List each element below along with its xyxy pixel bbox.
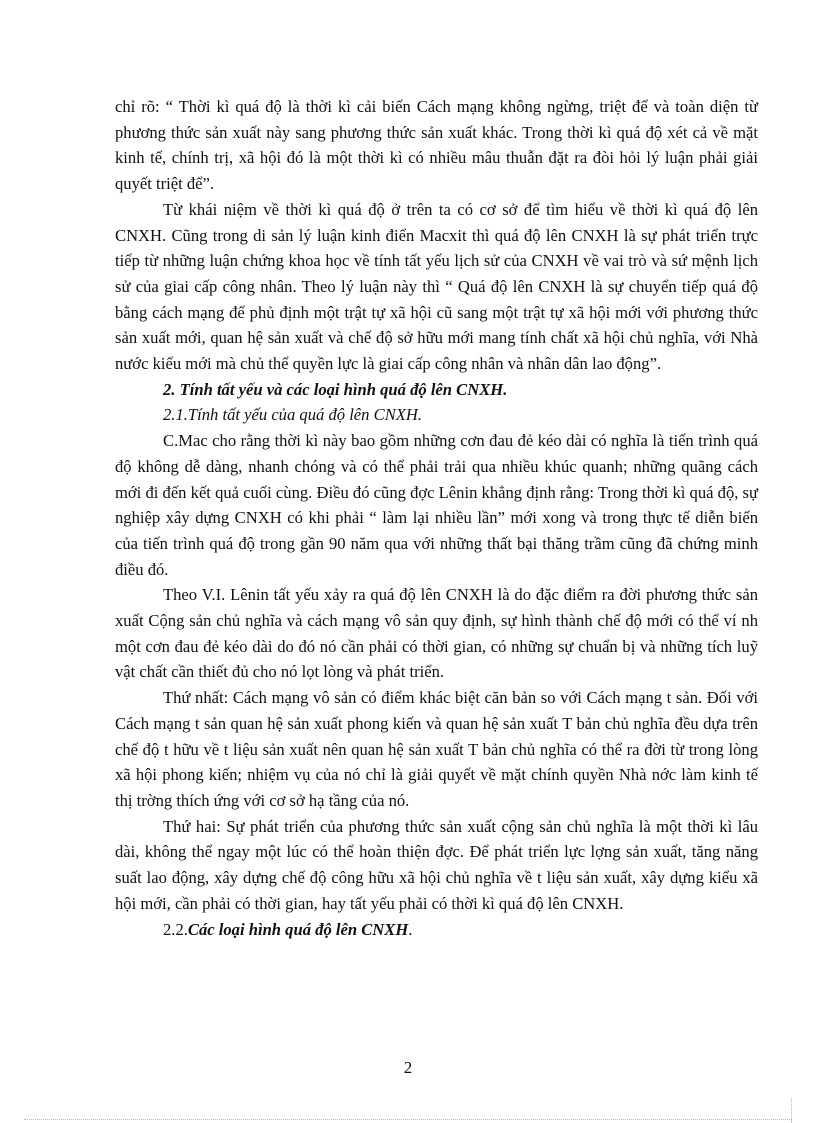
paragraph-second-reason: Thứ hai: Sự phát triển của phương thức sản xuất cộng sản chủ nghĩa là một thời kì lâu dài, không thể ngay một lúc có thể hoàn thiện đợc. Để phát triển lực lợng sản xuất, tăng năng suất lao động, xây dựng chế độ công hữu xã hội chủ nghĩa về t liệu sản xuất, xây dựng kiểu xã hội mới, cần phải có thời gian, hay tất yếu phải có thời kì quá độ lên CNXH. (115, 816, 758, 913)
paragraph-lenin-view: Theo V.I. Lênin tất yếu xảy ra quá độ lên CNXH là do đặc điểm ra đời phương thức sản xuất Cộng sản chủ nghĩa và cách mạng vô sản quy định, sự hình thành chế độ mới có thể ví nh một cơn đau đẻ kéo dài do đó nó cần phải có thời gian, có những sự chuẩn bị và những tích luỹ vật chất cần thiết đủ cho nó lọt lòng và phát triển. (115, 585, 758, 682)
page-bottom-border (24, 1119, 792, 1120)
subsection-heading-2-1: 2.1.Tính tất yếu của quá độ lên CNXH. (163, 405, 423, 425)
subsection-title: Các loại hình quá độ lên CNXH (187, 919, 409, 939)
document-body (115, 94, 758, 942)
section-heading-2: 2. Tính tất yếu và các loại hình quá độ lên CNXH. (163, 379, 508, 399)
page-number: 2 (403, 1058, 413, 1077)
paragraph-intro-quote: chỉ rõ: “ Thời kì quá độ là thời kì cải biến Cách mạng không ngừng, triệt để và toàn diện từ phương thức sản xuất này sang phương thức sản xuất khác. Trong thời kì quá độ xét cả về mặt kinh tế, chính trị, xã hội đó là một thời kì có nhiều mâu thuẫn đặt ra đòi hỏi lý luận phải giải quyết triệt để”. (115, 97, 758, 194)
paragraph-first-reason: Thứ nhất: Cách mạng vô sản có điểm khác biệt căn bản so với Cách mạng t sản. Đối với Cách mạng t sản quan hệ sản xuất phong kiến và quan hệ sản xuất T bản chủ nghĩa đều dựa trên chế độ t hữu về t liệu sản xuất nên quan hệ sản xuất T bản chủ nghĩa có thể ra đời từ trong lòng xã hội phong kiến; nhiệm vụ của nó chỉ là giải quyết về mặt chính quyền Nhà nớc làm kinh tế thị trờng thích ứng với cơ sở hạ tầng của nó. (115, 688, 758, 810)
subsection-period: . (408, 919, 413, 939)
subsection-heading-2-2 (115, 917, 758, 943)
page-side-border (791, 1098, 792, 1123)
paragraph-marx-view: C.Mac cho rằng thời kì này bao gồm những cơn đau đẻ kéo dài có nghĩa là tiến trình quá độ không dễ dàng, nhanh chóng và có thể phải trải qua nhiều khúc quanh; những quãng cách mới đi đến kết quả cuối cùng. Điều đó cũng đợc Lênin khẳng định rằng: Trong thời kì quá độ, sự nghiệp xây dựng CNXH có khi phải “ làm lại nhiều lần” mới xong và trong thực tế diễn biến của tiến trình quá độ trong gần 90 năm qua với những thất bại thăng trầm cũng đã chứng minh điều đó. (115, 431, 758, 579)
paragraph-transition-concept: Từ khái niệm về thời kì quá độ ở trên ta có cơ sở để tìm hiểu về thời kì quá độ lên CNXH. Cũng trong di sản lý luận kinh điển Macxit thì quá độ lên CNXH là sự phát triển trực tiếp từ những luận chứng khoa học về tính tất yếu lịch sử của CNXH về vai trò và sứ mệnh lịch sử của giai cấp công nhân. Theo lý luận này thì “ Quá độ lên CNXH là sự chuyển tiếp quá độ bằng cách mạng để phủ định một trật tự xã hội cũ sang một trật tự xã hội mới với phương thức sản xuất mới, quan hệ sản xuất và chế độ sở hữu mới mang tính chất xã hội chủ nghĩa, với Nhà nước kiểu mới mà chủ thể quyền lực là giai cấp công nhân và nhân dân lao động”. (115, 199, 758, 374)
subsection-number: 2.2. (163, 919, 188, 939)
